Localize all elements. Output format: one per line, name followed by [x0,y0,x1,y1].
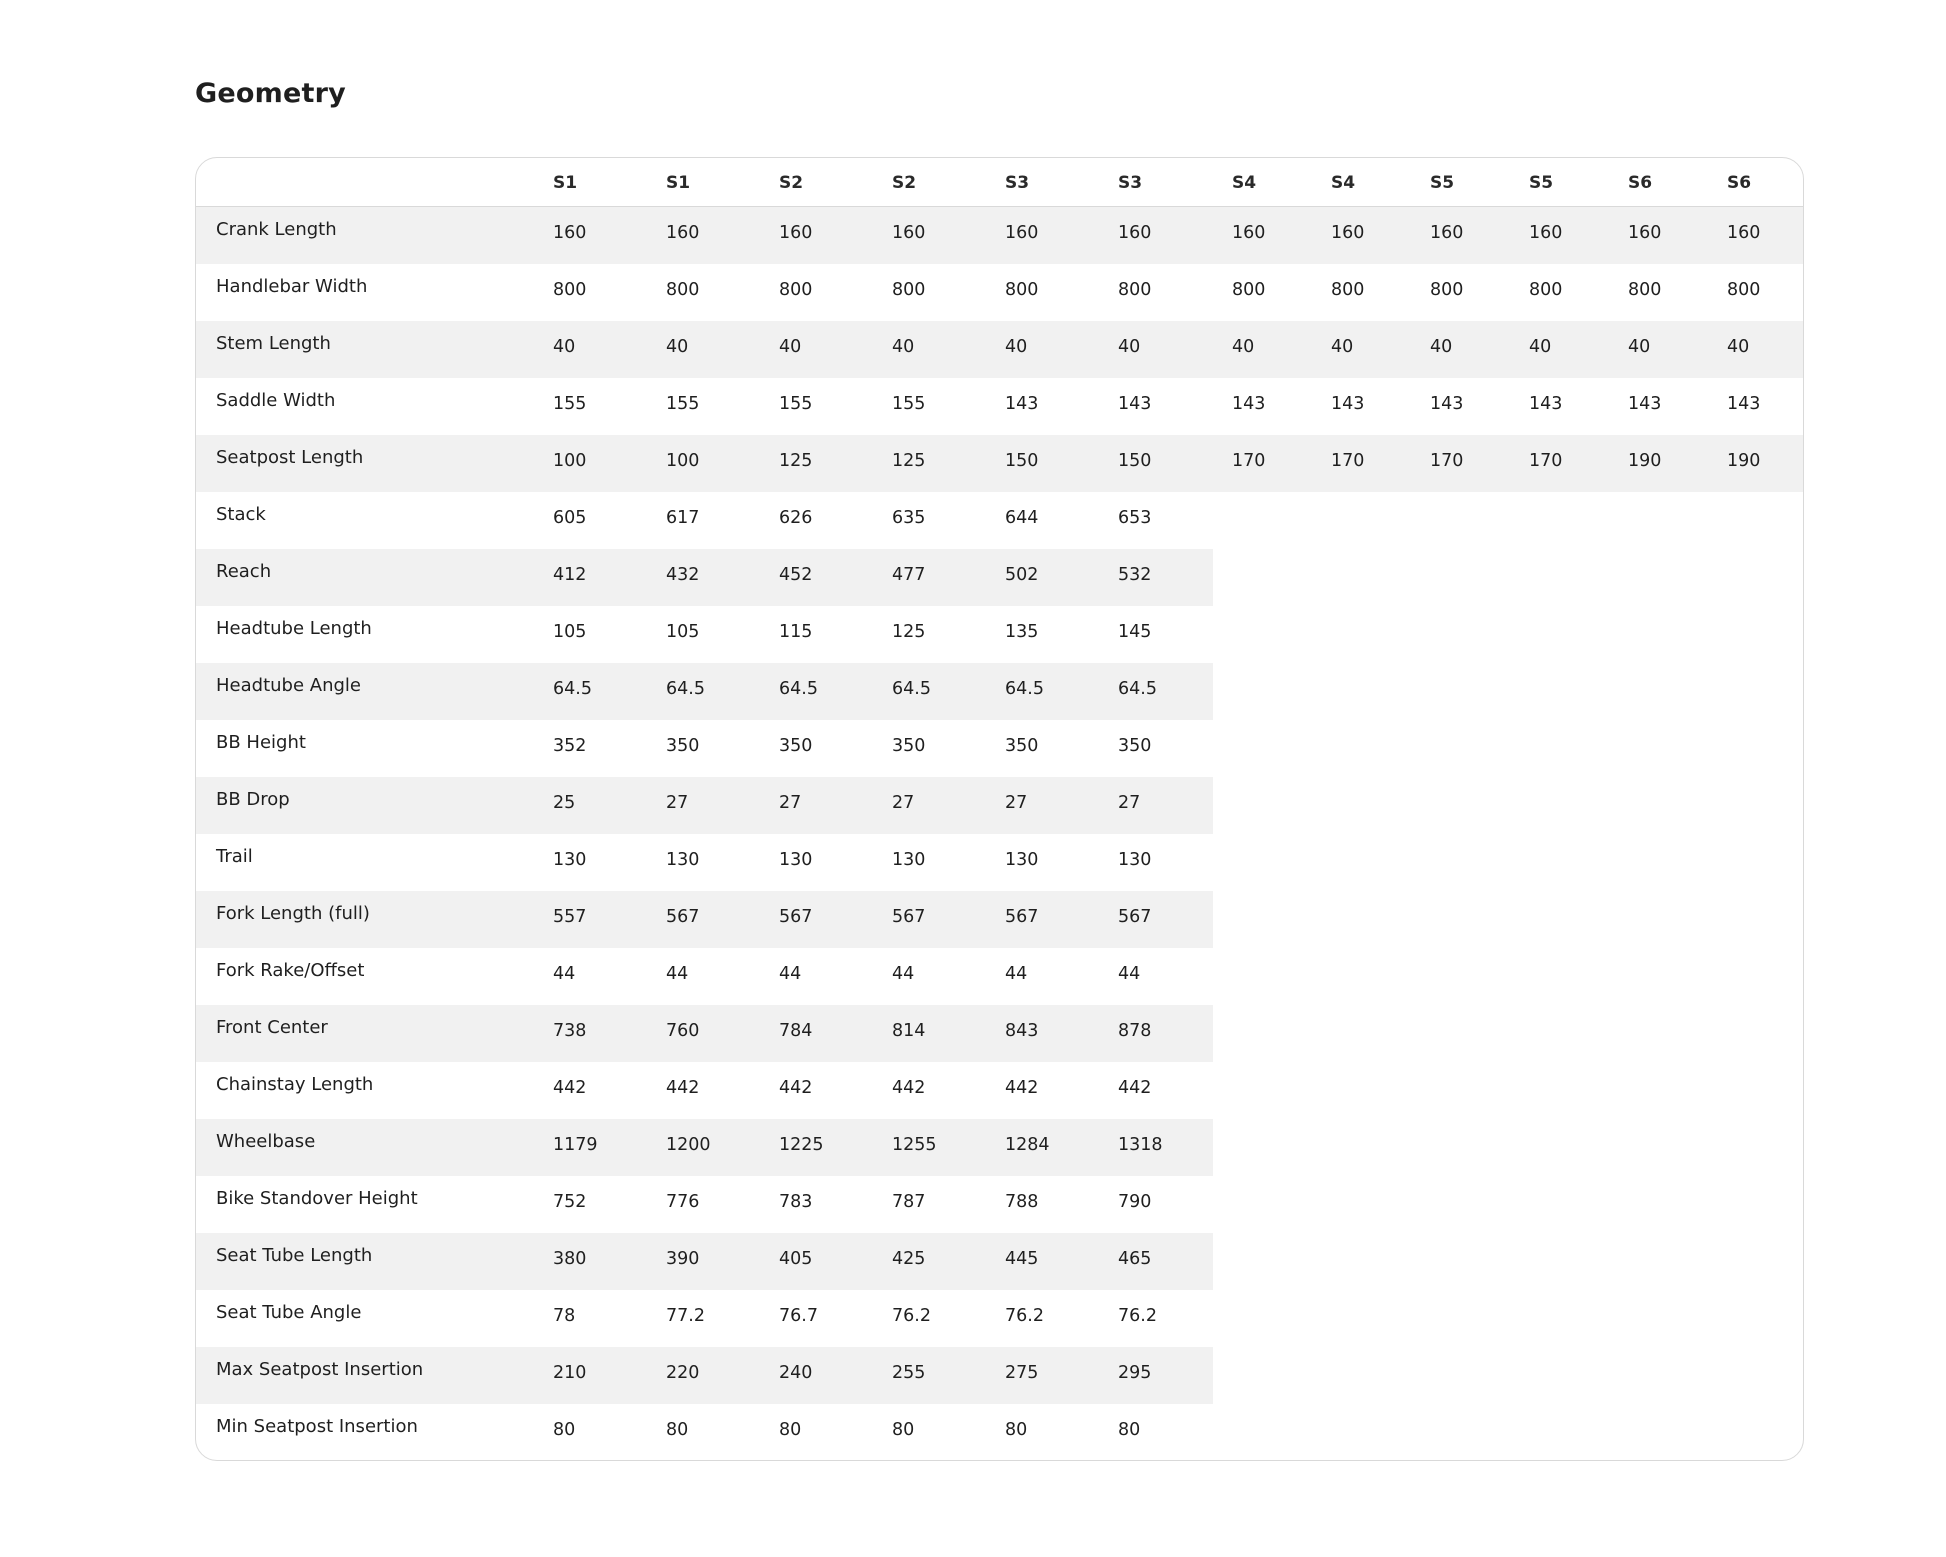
table-cell: 40 [1430,337,1453,357]
row-label: Seat Tube Angle [216,1302,362,1323]
table-cell: 143 [1232,394,1266,414]
table-cell: 27 [666,793,689,813]
table-cell: 160 [1430,223,1464,243]
table-cell: 40 [1628,337,1651,357]
row-shading [196,1005,1213,1062]
table-cell: 143 [1005,394,1039,414]
table-row [196,378,1803,435]
table-cell: 76.7 [779,1306,818,1326]
table-cell: 40 [1005,337,1028,357]
table-cell: 783 [779,1192,813,1212]
table-cell: 800 [779,280,813,300]
table-cell: 150 [1005,451,1039,471]
row-label: Crank Length [216,219,337,240]
table-cell: 170 [1430,451,1464,471]
table-cell: 80 [666,1420,689,1440]
table-cell: 40 [666,337,689,357]
table-cell: 170 [1232,451,1266,471]
row-label: Max Seatpost Insertion [216,1359,424,1380]
table-row [196,606,1803,663]
column-header: S6 [1628,173,1653,193]
table-cell: 64.5 [1118,679,1157,699]
table-cell: 130 [666,850,700,870]
table-cell: 160 [1727,223,1761,243]
table-cell: 442 [1005,1078,1039,1098]
table-cell: 442 [892,1078,926,1098]
table-cell: 143 [1628,394,1662,414]
row-label: Fork Length (full) [216,903,370,924]
table-cell: 80 [1005,1420,1028,1440]
table-cell: 105 [666,622,700,642]
row-label: Min Seatpost Insertion [216,1416,418,1437]
table-cell: 64.5 [553,679,592,699]
table-cell: 160 [553,223,587,243]
table-cell: 800 [1727,280,1761,300]
table-cell: 442 [666,1078,700,1098]
row-label: Wheelbase [216,1131,316,1152]
table-cell: 626 [779,508,813,528]
row-label: Headtube Angle [216,675,361,696]
table-cell: 64.5 [892,679,931,699]
table-cell: 80 [1118,1420,1141,1440]
table-cell: 155 [666,394,700,414]
column-header: S2 [779,173,804,193]
column-header: S4 [1232,173,1257,193]
table-row [196,1005,1803,1062]
table-cell: 25 [553,793,576,813]
table-cell: 160 [779,223,813,243]
table-cell: 295 [1118,1363,1152,1383]
table-cell: 40 [1118,337,1141,357]
table-cell: 27 [1118,793,1141,813]
row-shading [196,321,1804,378]
table-cell: 567 [892,907,926,927]
table-cell: 617 [666,508,700,528]
table-row [196,1290,1803,1347]
table-header-row [196,158,1803,207]
row-shading [196,549,1213,606]
table-cell: 800 [666,280,700,300]
row-label: Fork Rake/Offset [216,960,365,981]
row-label: Handlebar Width [216,276,368,297]
table-cell: 160 [892,223,926,243]
table-cell: 350 [779,736,813,756]
table-cell: 800 [1232,280,1266,300]
table-cell: 44 [892,964,915,984]
table-cell: 76.2 [1005,1306,1044,1326]
table-cell: 100 [553,451,587,471]
table-cell: 40 [1529,337,1552,357]
table-cell: 1200 [666,1135,711,1155]
table-cell: 255 [892,1363,926,1383]
table-cell: 752 [553,1192,587,1212]
table-cell: 477 [892,565,926,585]
table-cell: 64.5 [779,679,818,699]
table-cell: 125 [892,451,926,471]
table-cell: 605 [553,508,587,528]
table-cell: 760 [666,1021,700,1041]
column-header: S5 [1529,173,1554,193]
table-row [196,321,1803,378]
column-header: S3 [1005,173,1030,193]
table-cell: 1255 [892,1135,937,1155]
table-cell: 787 [892,1192,926,1212]
table-cell: 78 [553,1306,576,1326]
row-shading [196,777,1213,834]
table-cell: 567 [779,907,813,927]
table-cell: 80 [553,1420,576,1440]
table-cell: 800 [1005,280,1039,300]
table-cell: 465 [1118,1249,1152,1269]
table-cell: 445 [1005,1249,1039,1269]
table-cell: 1179 [553,1135,598,1155]
table-cell: 145 [1118,622,1152,642]
row-label: Trail [216,846,253,867]
table-cell: 125 [892,622,926,642]
table-cell: 160 [1628,223,1662,243]
table-cell: 160 [1331,223,1365,243]
table-cell: 40 [1232,337,1255,357]
table-cell: 64.5 [1005,679,1044,699]
table-cell: 40 [1331,337,1354,357]
table-cell: 412 [553,565,587,585]
column-header: S2 [892,173,917,193]
table-cell: 800 [1118,280,1152,300]
table-cell: 76.2 [1118,1306,1157,1326]
table-cell: 150 [1118,451,1152,471]
table-row [196,435,1803,492]
table-row [196,549,1803,606]
table-cell: 800 [892,280,926,300]
table-cell: 784 [779,1021,813,1041]
table-cell: 800 [1529,280,1563,300]
table-cell: 800 [1331,280,1365,300]
table-cell: 800 [553,280,587,300]
table-cell: 27 [892,793,915,813]
table-cell: 350 [666,736,700,756]
row-label: Reach [216,561,272,582]
table-row [196,777,1803,834]
table-cell: 390 [666,1249,700,1269]
table-cell: 40 [553,337,576,357]
table-cell: 44 [1118,964,1141,984]
table-cell: 800 [1628,280,1662,300]
table-cell: 170 [1331,451,1365,471]
column-header: S6 [1727,173,1752,193]
row-label: Seat Tube Length [216,1245,373,1266]
table-cell: 160 [1118,223,1152,243]
table-cell: 790 [1118,1192,1152,1212]
table-cell: 738 [553,1021,587,1041]
table-row [196,948,1803,1005]
table-row [196,891,1803,948]
table-cell: 567 [1005,907,1039,927]
table-cell: 442 [553,1078,587,1098]
table-cell: 40 [779,337,802,357]
table-cell: 155 [779,394,813,414]
table-cell: 452 [779,565,813,585]
row-label: BB Drop [216,789,290,810]
page-title: Geometry [195,78,346,109]
table-cell: 143 [1430,394,1464,414]
column-header: S5 [1430,173,1455,193]
table-cell: 442 [1118,1078,1152,1098]
table-cell: 878 [1118,1021,1152,1041]
table-cell: 44 [666,964,689,984]
table-cell: 843 [1005,1021,1039,1041]
row-label: Chainstay Length [216,1074,374,1095]
table-cell: 442 [779,1078,813,1098]
row-label: Stem Length [216,333,331,354]
table-cell: 143 [1529,394,1563,414]
table-cell: 130 [553,850,587,870]
table-row [196,1404,1803,1461]
table-cell: 130 [1118,850,1152,870]
table-cell: 160 [666,223,700,243]
row-shading [196,435,1804,492]
table-cell: 275 [1005,1363,1039,1383]
table-cell: 190 [1628,451,1662,471]
table-cell: 776 [666,1192,700,1212]
table-cell: 814 [892,1021,926,1041]
row-label: Bike Standover Height [216,1188,418,1209]
table-cell: 380 [553,1249,587,1269]
row-label: Stack [216,504,266,525]
table-cell: 350 [892,736,926,756]
table-cell: 425 [892,1249,926,1269]
table-cell: 190 [1727,451,1761,471]
column-header: S1 [553,173,578,193]
table-cell: 105 [553,622,587,642]
table-row [196,834,1803,891]
table-row [196,1233,1803,1290]
table-row [196,1062,1803,1119]
table-cell: 1225 [779,1135,824,1155]
row-label: Front Center [216,1017,328,1038]
table-cell: 130 [1005,850,1039,870]
table-cell: 155 [553,394,587,414]
row-shading [196,207,1804,264]
table-cell: 155 [892,394,926,414]
column-header: S4 [1331,173,1356,193]
table-cell: 800 [1430,280,1464,300]
column-header: S1 [666,173,691,193]
table-cell: 350 [1005,736,1039,756]
table-cell: 352 [553,736,587,756]
table-cell: 115 [779,622,813,642]
table-cell: 635 [892,508,926,528]
table-row [196,207,1803,264]
table-cell: 27 [1005,793,1028,813]
table-cell: 160 [1005,223,1039,243]
table-cell: 788 [1005,1192,1039,1212]
table-cell: 220 [666,1363,700,1383]
row-label: Headtube Length [216,618,372,639]
table-row [196,1176,1803,1233]
column-header: S3 [1118,173,1143,193]
table-cell: 125 [779,451,813,471]
table-cell: 135 [1005,622,1039,642]
table-cell: 44 [779,964,802,984]
table-cell: 27 [779,793,802,813]
row-label: Saddle Width [216,390,336,411]
row-label: BB Height [216,732,306,753]
table-row [196,1119,1803,1176]
table-cell: 100 [666,451,700,471]
table-cell: 1318 [1118,1135,1163,1155]
table-cell: 170 [1529,451,1563,471]
table-cell: 644 [1005,508,1039,528]
table-cell: 76.2 [892,1306,931,1326]
table-cell: 532 [1118,565,1152,585]
table-cell: 350 [1118,736,1152,756]
table-cell: 40 [1727,337,1750,357]
table-cell: 567 [1118,907,1152,927]
table-cell: 80 [892,1420,915,1440]
table-cell: 210 [553,1363,587,1383]
table-row [196,492,1803,549]
table-cell: 143 [1331,394,1365,414]
table-cell: 502 [1005,565,1039,585]
table-cell: 432 [666,565,700,585]
table-cell: 160 [1529,223,1563,243]
table-row [196,1347,1803,1404]
table-row [196,663,1803,720]
table-cell: 160 [1232,223,1266,243]
table-cell: 130 [779,850,813,870]
table-cell: 240 [779,1363,813,1383]
table-cell: 44 [553,964,576,984]
table-cell: 80 [779,1420,802,1440]
table-cell: 567 [666,907,700,927]
table-cell: 405 [779,1249,813,1269]
row-label: Seatpost Length [216,447,364,468]
table-cell: 44 [1005,964,1028,984]
table-row [196,264,1803,321]
table-cell: 653 [1118,508,1152,528]
table-cell: 143 [1727,394,1761,414]
geometry-table [195,157,1804,1461]
table-cell: 130 [892,850,926,870]
table-cell: 1284 [1005,1135,1050,1155]
table-cell: 77.2 [666,1306,705,1326]
table-cell: 40 [892,337,915,357]
table-row [196,720,1803,777]
table-cell: 557 [553,907,587,927]
table-cell: 143 [1118,394,1152,414]
table-cell: 64.5 [666,679,705,699]
